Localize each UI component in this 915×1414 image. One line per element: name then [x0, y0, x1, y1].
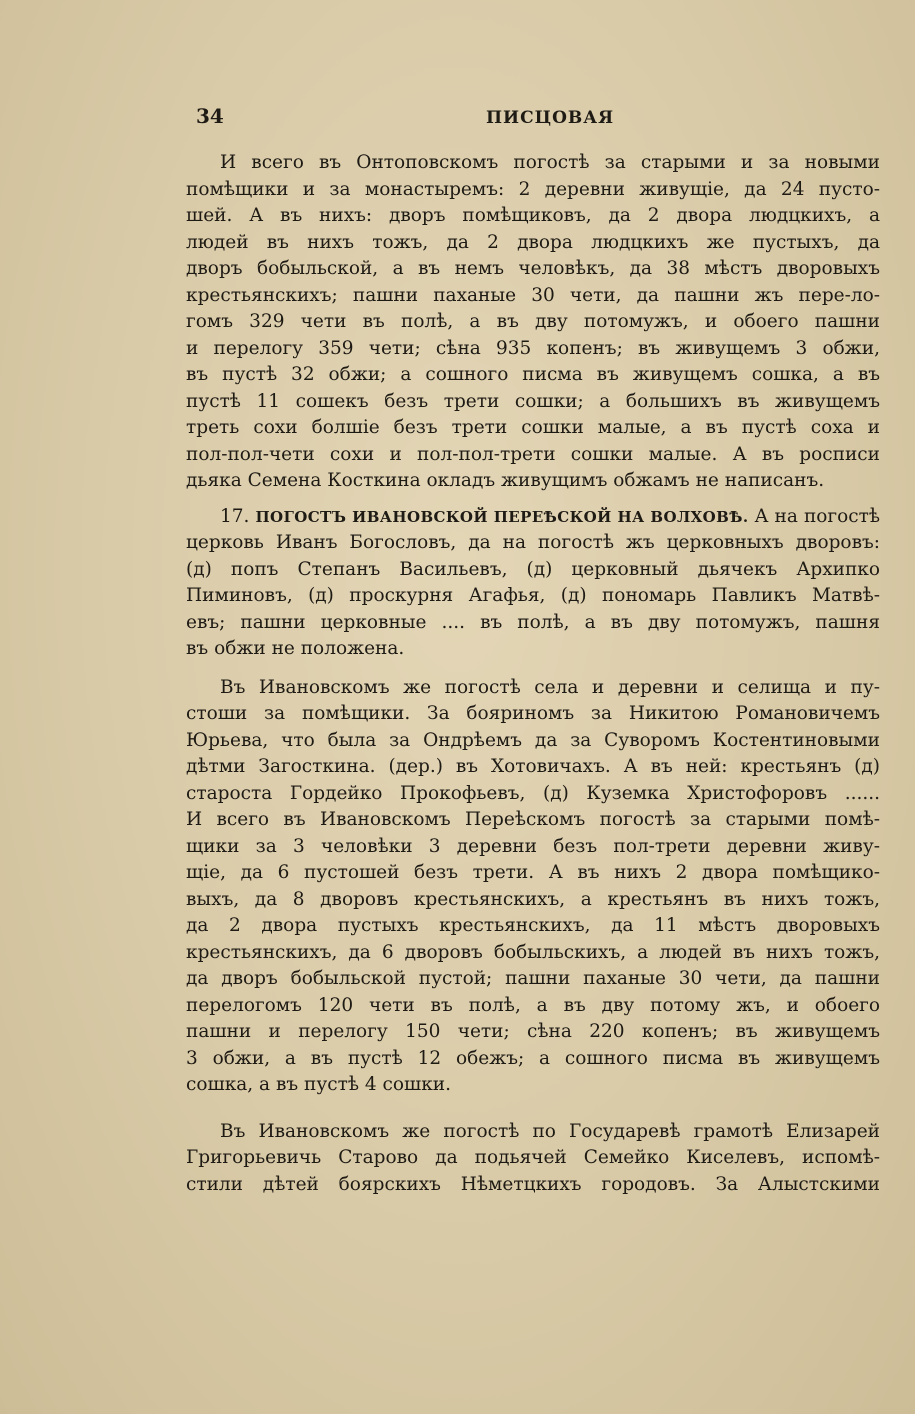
- text-line: Въ Ивановскомъ же погостѣ села и деревни и селища и пу-: [220, 676, 880, 698]
- text-line: въ пустѣ 32 обжи; а сошного писма въ живущемъ сошка, а въ: [186, 364, 880, 385]
- text-line: 3 обжи, а въ пустѣ 12 обежъ; а сошного писма въ живущемъ: [186, 1047, 880, 1069]
- text-line: дьяка Семена Косткина окладъ живущимъ обжамъ не написанъ.: [186, 470, 825, 491]
- running-title: ПИСЦОВАЯ: [486, 108, 615, 128]
- text-line: щики за 3 человѣки 3 деревни безъ пол-трети деревни живу-: [186, 835, 880, 857]
- text-line: выхъ, да 8 дворовъ крестьянскихъ, а крестьянъ въ нихъ тожъ,: [186, 888, 880, 910]
- text-line: шей. А въ нихъ: дворъ помѣщиковъ, да 2 двора людцкихъ, а: [186, 205, 880, 226]
- text-line: пашни и перелогу 150 чети; сѣна 220 копенъ; въ живущемъ: [186, 1021, 880, 1042]
- paragraph-2: [186, 504, 880, 663]
- page-body: [186, 150, 880, 1198]
- text-line: крестьянскихъ; пашни паханые 30 чети, да пашни жъ пере-ло-: [186, 284, 880, 306]
- paragraph-4: [186, 1119, 880, 1199]
- text-line: евъ; пашни церковные .... въ полѣ, а въ дву потомужъ, пашня: [186, 611, 880, 633]
- text-line: да 2 двора пустыхъ крестьянскихъ, да 11 мѣстъ дворовыхъ: [186, 915, 880, 936]
- text-line: Юрьева, что была за Ондрѣемъ да за Суворомъ Костентиновыми: [186, 729, 880, 751]
- text-line: пустѣ 11 сошекъ безъ трети сошки; а большихъ въ живущемъ: [186, 390, 880, 412]
- text-line: (д) попъ Степанъ Васильевъ, (д) церковный дьячекъ Архипко: [186, 558, 880, 580]
- text-line: староста Гордейко Прокофьевъ, (д) Куземка Христофоровъ ......: [186, 782, 880, 804]
- text-line: гомъ 329 чети въ полѣ, а въ дву потомужъ, и обоего пашни: [186, 311, 880, 332]
- paragraph-1: [186, 150, 880, 495]
- section-heading: ПОГОСТЪ ИВАНОВСКОЙ ПЕРЕѢСКОЙ НА ВОЛХОВѢ.: [255, 507, 749, 526]
- text-line: сошка, а въ пустѣ 4 сошки.: [186, 1074, 451, 1095]
- text-line: Григорьевичь Старово да подьячей Семейко Киселевъ, испомѣ-: [186, 1147, 880, 1168]
- text-line: въ обжи не положена.: [186, 638, 405, 659]
- text-line: да дворъ бобыльской пустой; пашни паханые 30 чети, да пашни: [186, 968, 880, 989]
- text-line: и перелогу 359 чети; сѣна 935 копенъ; въ живущемъ 3 обжи,: [186, 337, 880, 359]
- text-line: треть сохи болшіе безъ трети сошки малые, а въ пустѣ соха и: [186, 417, 880, 438]
- text-line: людей въ нихъ тожъ, да 2 двора людцкихъ же пустыхъ, да: [186, 231, 880, 253]
- page-header: [0, 100, 915, 140]
- text-line: дворъ бобыльской, а въ немъ человѣкъ, да 38 мѣстъ дворовыхъ: [186, 258, 880, 279]
- text-line: дѣтми Загосткина. (дер.) въ Хотовичахъ. А въ ней: крестьянъ (д): [186, 756, 880, 777]
- page-number: 34: [196, 104, 224, 128]
- text-line: церковь Иванъ Богословъ, да на погостѣ жъ церковныхъ дворовъ:: [186, 532, 880, 553]
- section-heading-line: [186, 504, 880, 531]
- text-line: стили дѣтей боярскихъ Нѣметцкихъ городовъ. За Алыстскими: [186, 1173, 880, 1195]
- text-line: Въ Ивановскомъ же погостѣ по Государевѣ грамотѣ Елизарей: [220, 1120, 880, 1142]
- paragraph-3: [186, 675, 880, 1099]
- text-line: И всего въ Ивановскомъ Переѣскомъ погостѣ за старыми помѣ-: [186, 809, 880, 830]
- text-line: перелогомъ 120 чети въ полѣ, а въ дву потому жъ, и обоего: [186, 994, 880, 1016]
- text-line: пол-пол-чети сохи и пол-пол-трети сошки малые. А въ росписи: [186, 443, 880, 465]
- heading-continuation: А на погостѣ: [754, 505, 880, 527]
- text-line: щіе, да 6 пустошей безъ трети. А въ нихъ 2 двора помѣщико-: [186, 862, 880, 883]
- text-line: Пиминовъ, (д) проскурня Агафья, (д) пономарь Павликъ Матвѣ-: [186, 585, 880, 606]
- text-line: крестьянскихъ, да 6 дворовъ бобыльскихъ, а людей въ нихъ тожъ,: [186, 941, 880, 963]
- text-line: помѣщики и за монастыремъ: 2 деревни живущіе, да 24 пусто-: [186, 178, 880, 200]
- text-line: И всего въ Онтоповскомъ погостѣ за старыми и за новыми: [220, 152, 880, 173]
- section-number: 17.: [220, 505, 250, 527]
- text-line: стоши за помѣщики. За бояриномъ за Никитою Романовичемъ: [186, 703, 880, 724]
